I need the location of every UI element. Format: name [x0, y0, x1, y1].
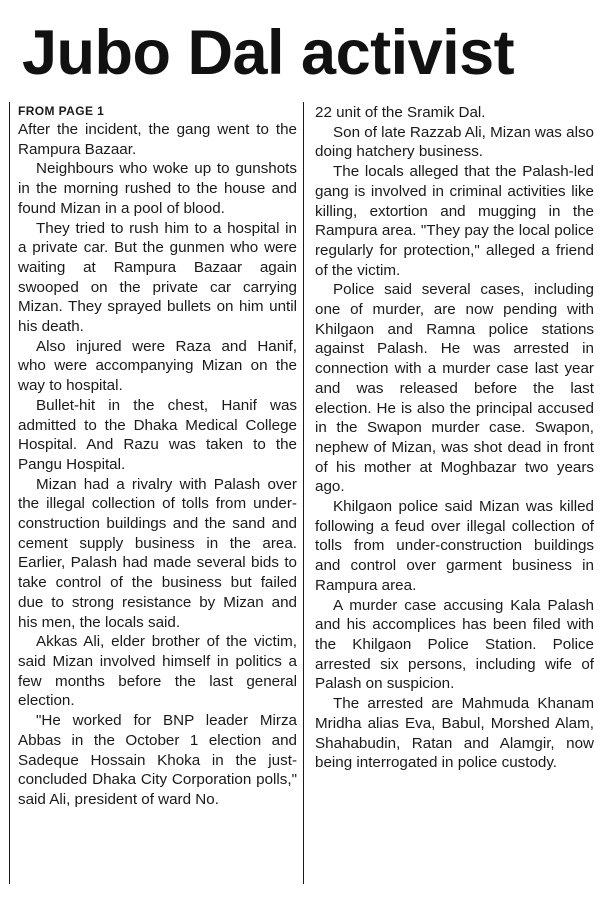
article-column-left: [18, 103, 297, 810]
article-column-right: [315, 103, 594, 773]
headline: Jubo Dal activist: [22, 18, 515, 88]
paragraph: Neighbours who woke up to gunshots in the morning rushed to the house and found Mizan in a pool of blood.: [18, 160, 297, 217]
left-column-rule: [9, 102, 10, 884]
paragraph: Khilgaon police said Mizan was killed following a feud over illegal collection of tolls from under-construction buildings and control over garment business in Rampura area.: [315, 498, 594, 594]
paragraph: 22 unit of the Sramik Dal.: [315, 104, 486, 121]
paragraph: Also injured were Raza and Hanif, who were accompanying Mizan on the way to hospital.: [18, 337, 297, 395]
paragraph: The arrested are Mahmuda Khanam Mridha alias Eva, Babul, Morshed Alam, Shahabudin, Ratan and Alamgir, now being interrogated in police custody.: [315, 695, 594, 772]
paragraph: A murder case accusing Kala Palash and his accomplices has been filed with the Khilgaon Police Station. Police arrested six persons, including wife of Palash on suspicion.: [315, 596, 594, 693]
paragraph: Police said several cases, including one of murder, are now pending with Khilgaon and Ramna police stations against Palash. He was arrested in connection with a murder case last year and was released before the last election. He is also the principal accused in the Swapon murder case. Swapon, nephew of Mizan, was shot dead in front of his mother at Moghbazar two years ago.: [315, 281, 594, 496]
paragraph: The locals alleged that the Palash-led gang is involved in criminal activities like killing, extortion and mugging in the Rampura area. "They pay the local police regularly for protection," alleged a friend of the victim.: [315, 163, 594, 279]
paragraph: "He worked for BNP leader Mirza Abbas in the October 1 election and Sadeque Hossain Khoka in the just-concluded Dhaka City Corporation polls," said Ali, president of ward No.: [18, 712, 297, 808]
paragraph: They tried to rush him to a hospital in a private car. But the gunmen who were waiting at Rampura Bazaar again swooped on the private car carrying Mizan. They sprayed bullets on him until his death.: [18, 219, 297, 336]
paragraph: After the incident, the gang went to the Rampura Bazaar.: [18, 121, 297, 158]
paragraph: Son of late Razzab Ali, Mizan was also doing hatchery business.: [315, 123, 594, 161]
continuation-kicker: FROM PAGE 1: [18, 104, 105, 118]
paragraph: Mizan had a rivalry with Palash over the illegal collection of tolls from under-construction buildings and the sand and cement supply business in the area. Earlier, Palash had made several bids to take control of the business but failed due to strong resistance by Mizan and his men, the locals said.: [18, 475, 297, 631]
paragraph: Bullet-hit in the chest, Hanif was admitted to the Dhaka Medical College Hospital. And Razu was taken to the Pangu Hospital.: [18, 396, 297, 473]
column-divider: [303, 102, 304, 884]
paragraph: Akkas Ali, elder brother of the victim, said Mizan involved himself in politics a few months before the last general election.: [18, 633, 297, 710]
